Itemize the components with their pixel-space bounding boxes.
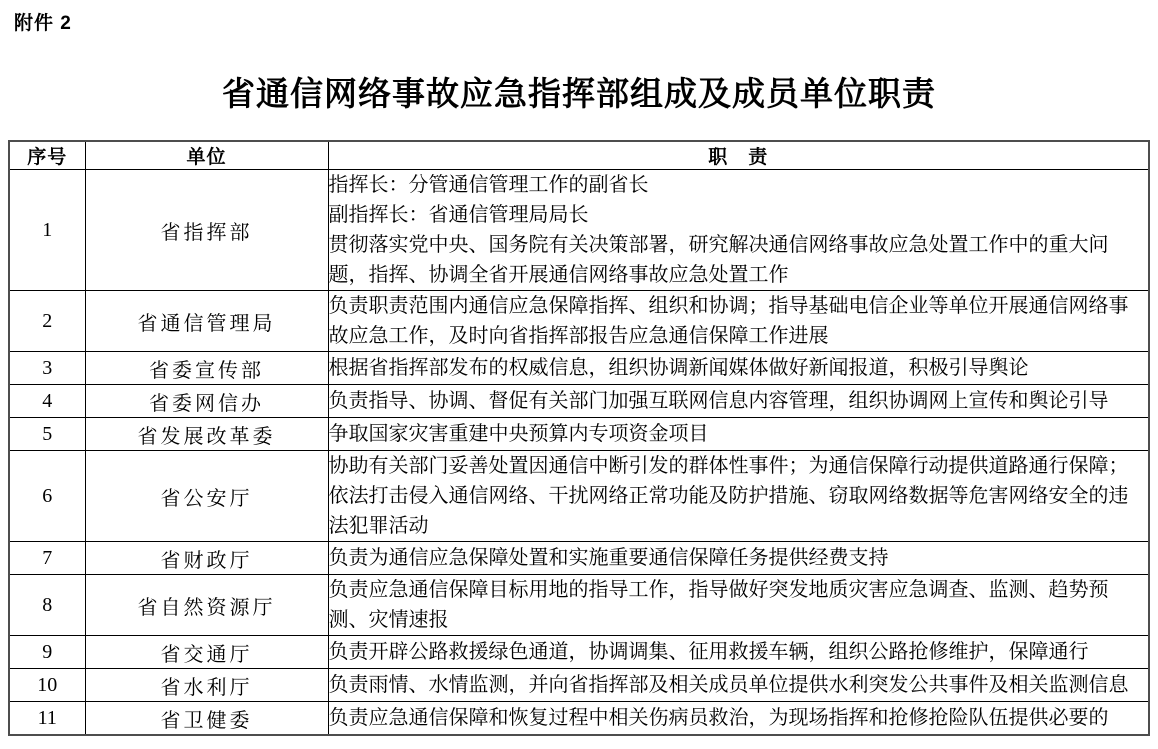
- row-unit: 省自然资源厅: [85, 575, 328, 636]
- row-no: 9: [9, 636, 85, 669]
- table-header-no: 序号: [9, 141, 85, 170]
- page-title: 省通信网络事故应急指挥部组成及成员单位职责: [222, 77, 936, 113]
- attachment-label: 附件 2: [14, 13, 72, 34]
- row-unit: 省委网信办: [85, 385, 328, 418]
- table-row: [9, 669, 1149, 702]
- row-duty: 负责职责范围内通信应急保障指挥、组织和协调；指导基础电信企业等单位开展通信网络事故应急工作，及时向省指挥部报告应急通信保障工作进展: [328, 291, 1149, 352]
- row-no: 3: [9, 352, 85, 385]
- row-unit: 省卫健委: [85, 702, 328, 736]
- duty-line: 副指挥长：省通信管理局局长: [328, 204, 589, 226]
- row-duty: 负责指导、协调、督促有关部门加强互联网信息内容管理，组织协调网上宣传和舆论引导: [328, 385, 1149, 418]
- row-unit: 省指挥部: [85, 170, 328, 291]
- table-row: [9, 702, 1149, 736]
- row-unit: 省公安厅: [85, 451, 328, 542]
- table-header-row: [9, 141, 1149, 170]
- row-no: 5: [9, 418, 85, 451]
- table-row: [9, 636, 1149, 669]
- row-duty: 协助有关部门妥善处置因通信中断引发的群体性事件；为通信保障行动提供道路通行保障；依法打击侵入通信网络、干扰网络正常功能及防护措施、窃取网络数据等危害网络安全的违法犯罪活动: [328, 451, 1149, 542]
- table-row: [9, 418, 1149, 451]
- table-row: [9, 385, 1149, 418]
- table-row: [9, 352, 1149, 385]
- row-duty: 负责为通信应急保障处置和实施重要通信保障任务提供经费支持: [328, 542, 1149, 575]
- table-header-unit: 单位: [85, 141, 328, 170]
- row-duty: 负责应急通信保障和恢复过程中相关伤病员救治，为现场指挥和抢修抢险队伍提供必要的: [328, 702, 1149, 736]
- duty-table: [8, 140, 1150, 736]
- row-no: 6: [9, 451, 85, 542]
- row-duty: 负责开辟公路救援绿色通道，协调调集、征用救援车辆，组织公路抢修维护，保障通行: [328, 636, 1149, 669]
- row-unit: 省财政厅: [85, 542, 328, 575]
- row-duty: 根据省指挥部发布的权威信息，组织协调新闻媒体做好新闻报道，积极引导舆论: [328, 352, 1149, 385]
- duty-line: 贯彻落实党中央、国务院有关决策部署，研究解决通信网络事故应急处置工作中的重大问题，指挥、协调全省开展通信网络事故应急处置工作: [328, 234, 1109, 286]
- row-no: 10: [9, 669, 85, 702]
- row-no: 1: [9, 170, 85, 291]
- table-row: [9, 291, 1149, 352]
- duty-line: 指挥长：分管通信管理工作的副省长: [328, 174, 649, 196]
- table-header-duty: 职 责: [328, 141, 1149, 170]
- row-no: 11: [9, 702, 85, 736]
- table-row: [9, 170, 1149, 291]
- row-no: 4: [9, 385, 85, 418]
- row-unit: 省水利厅: [85, 669, 328, 702]
- row-no: 8: [9, 575, 85, 636]
- row-unit: 省委宣传部: [85, 352, 328, 385]
- table-row: [9, 542, 1149, 575]
- row-unit: 省发展改革委: [85, 418, 328, 451]
- row-duty: 负责雨情、水情监测，并向省指挥部及相关成员单位提供水利突发公共事件及相关监测信息: [328, 669, 1149, 702]
- row-unit: 省通信管理局: [85, 291, 328, 352]
- row-duty: 负责应急通信保障目标用地的指导工作，指导做好突发地质灾害应急调查、监测、趋势预测、灾情速报: [328, 575, 1149, 636]
- row-no: 7: [9, 542, 85, 575]
- table-row: [9, 451, 1149, 542]
- row-no: 2: [9, 291, 85, 352]
- row-duty: [328, 170, 1149, 291]
- row-duty: 争取国家灾害重建中央预算内专项资金项目: [328, 418, 1149, 451]
- table-row: [9, 575, 1149, 636]
- row-unit: 省交通厅: [85, 636, 328, 669]
